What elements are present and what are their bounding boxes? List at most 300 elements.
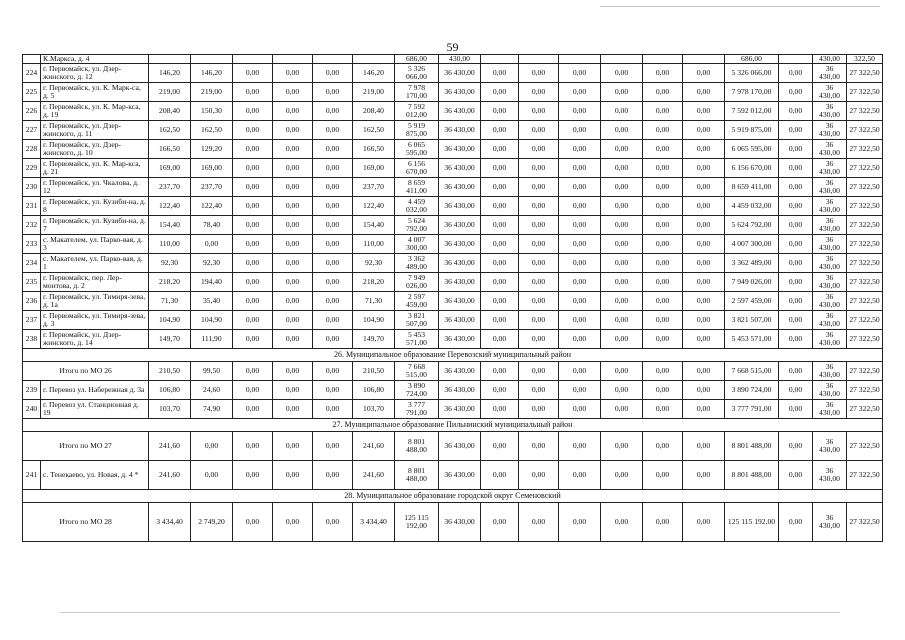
cell-value: 0,00 (643, 362, 683, 381)
cell-value: 36 430,00 (813, 235, 847, 254)
total-label: Итого по МО 28 (23, 503, 149, 542)
cell-value: 36 430,00 (813, 292, 847, 311)
cell-value: 0,00 (481, 140, 519, 159)
cell-value: 0,00 (643, 330, 683, 349)
cell-value: 0,00 (191, 235, 233, 254)
cell-address: г. Первомайск, ул. Дзер-жинского, д. 12 (41, 64, 149, 83)
cell-value: 210,50 (353, 362, 395, 381)
cell-value: 0,00 (643, 292, 683, 311)
cell-value: 0,00 (779, 140, 813, 159)
cell-value: 0,00 (481, 121, 519, 140)
table-row (23, 64, 883, 83)
cell-value: 36 430,00 (439, 102, 481, 121)
cell-value: 0,00 (683, 83, 725, 102)
cell-value: 0,00 (559, 102, 601, 121)
cell-value: 78,40 (191, 216, 233, 235)
cell-value: 0,00 (559, 503, 601, 542)
cell-value: 322,50 (847, 55, 883, 64)
cell-value: 241,60 (353, 461, 395, 490)
cell-value: 7 668 515,00 (395, 362, 439, 381)
cell-value: 0,00 (519, 254, 559, 273)
table-row (23, 102, 883, 121)
cell-value: 27 322,50 (847, 362, 883, 381)
cell-value: 0,00 (683, 235, 725, 254)
cell-value: 0,00 (191, 432, 233, 461)
cell-address: г. Первомайск, ул. Кузиби-на, д. 7 (41, 216, 149, 235)
cell-value: 0,00 (779, 121, 813, 140)
cell-value: 169,00 (353, 159, 395, 178)
cell-value: 3 777 791,00 (725, 400, 779, 419)
cell-empty (601, 55, 643, 64)
cell-value: 0,00 (683, 400, 725, 419)
cell-index: 230 (23, 178, 41, 197)
total-label: Итого по МО 27 (23, 432, 149, 461)
cell-index: 232 (23, 216, 41, 235)
cell-value: 36 430,00 (439, 292, 481, 311)
cell-value: 0,00 (481, 178, 519, 197)
cell-value: 208,40 (149, 102, 191, 121)
cell-value: 104,90 (191, 311, 233, 330)
cell-value: 0,00 (779, 159, 813, 178)
cell-value: 0,00 (481, 64, 519, 83)
cell-value: 154,40 (353, 216, 395, 235)
cell-value: 5 453 571,00 (725, 330, 779, 349)
cell-value: 3 434,40 (353, 503, 395, 542)
cell-value: 0,00 (273, 235, 313, 254)
section-header-row (23, 419, 883, 432)
cell-value: 0,00 (273, 311, 313, 330)
cell-value: 0,00 (481, 159, 519, 178)
table-row (23, 55, 883, 64)
cell-value: 146,20 (149, 64, 191, 83)
cell-value: 4 459 032,00 (395, 197, 439, 216)
cell-value: 0,00 (683, 330, 725, 349)
cell-value: 0,00 (601, 140, 643, 159)
cell-value: 0,00 (601, 273, 643, 292)
cell-value: 36 430,00 (813, 362, 847, 381)
cell-value: 0,00 (601, 400, 643, 419)
cell-value: 36 430,00 (813, 83, 847, 102)
cell-value: 0,00 (313, 197, 353, 216)
cell-value: 0,00 (779, 461, 813, 490)
cell-value: 0,00 (559, 64, 601, 83)
cell-value: 150,30 (191, 102, 233, 121)
cell-index: 238 (23, 330, 41, 349)
cell-value: 0,00 (191, 461, 233, 490)
cell-index: 227 (23, 121, 41, 140)
cell-value: 0,00 (481, 432, 519, 461)
cell-value: 36 430,00 (813, 121, 847, 140)
cell-value: 241,60 (149, 461, 191, 490)
cell-value: 74,90 (191, 400, 233, 419)
cell-value: 0,00 (273, 432, 313, 461)
cell-empty (683, 55, 725, 64)
cell-value: 0,00 (601, 64, 643, 83)
cell-value: 36 430,00 (439, 461, 481, 490)
cell-value: 0,00 (601, 311, 643, 330)
cell-value: 0,00 (519, 330, 559, 349)
cell-address: г. Первомайск, ул. Дзер-жинского, д. 11 (41, 121, 149, 140)
cell-value: 0,00 (233, 311, 273, 330)
cell-value: 0,00 (233, 140, 273, 159)
cell-value: 162,50 (149, 121, 191, 140)
cell-value: 6 065 595,00 (725, 140, 779, 159)
cell-value: 0,00 (273, 64, 313, 83)
cell-address: с. Макателем, ул. Парко-вая, д. 1 (41, 254, 149, 273)
cell-value: 0,00 (643, 197, 683, 216)
cell-empty (191, 55, 233, 64)
cell-value: 0,00 (601, 432, 643, 461)
cell-index: 226 (23, 102, 41, 121)
cell-value: 162,50 (191, 121, 233, 140)
cell-value: 241,60 (353, 432, 395, 461)
cell-value: 27 322,50 (847, 503, 883, 542)
cell-value: 8 801 488,00 (725, 461, 779, 490)
cell-value: 36 430,00 (813, 197, 847, 216)
cell-value: 4 007 300,00 (395, 235, 439, 254)
cell-value: 0,00 (481, 381, 519, 400)
cell-value: 36 430,00 (439, 216, 481, 235)
cell-value: 430,00 (439, 55, 481, 64)
cell-value: 0,00 (779, 503, 813, 542)
cell-value: 0,00 (779, 330, 813, 349)
cell-value: 125 115 192,00 (725, 503, 779, 542)
cell-value: 36 430,00 (439, 159, 481, 178)
cell-value: 0,00 (233, 178, 273, 197)
cell-address: г. Первомайск, ул. К. Марк-са, д. 5 (41, 83, 149, 102)
cell-address: г. Первомайск, ул. Тимиря-зева, д. 3 (41, 311, 149, 330)
cell-value: 0,00 (601, 254, 643, 273)
cell-value: 92,30 (191, 254, 233, 273)
table-row (23, 273, 883, 292)
cell-value: 0,00 (273, 216, 313, 235)
cell-value: 0,00 (313, 330, 353, 349)
cell-value: 0,00 (559, 362, 601, 381)
cell-value: 146,20 (191, 64, 233, 83)
cell-value: 0,00 (559, 121, 601, 140)
cell-value: 27 322,50 (847, 254, 883, 273)
cell-value: 36 430,00 (439, 432, 481, 461)
cell-value: 36 430,00 (439, 197, 481, 216)
cell-value: 27 322,50 (847, 64, 883, 83)
cell-value: 0,00 (643, 102, 683, 121)
cell-value: 0,00 (643, 432, 683, 461)
cell-address: К.Маркса, д. 4 (41, 55, 149, 64)
cell-value: 0,00 (779, 381, 813, 400)
cell-address: г. Перевоз ул. Набережная д. 3а (41, 381, 149, 400)
cell-value: 0,00 (273, 83, 313, 102)
cell-value: 36 430,00 (813, 216, 847, 235)
cell-value: 0,00 (643, 235, 683, 254)
cell-value: 0,00 (519, 461, 559, 490)
cell-value: 0,00 (273, 461, 313, 490)
cell-value: 0,00 (683, 121, 725, 140)
cell-index: 224 (23, 64, 41, 83)
cell-value: 686,00 (725, 55, 779, 64)
cell-value: 0,00 (779, 432, 813, 461)
cell-value: 166,50 (149, 140, 191, 159)
cell-value: 5 919 875,00 (725, 121, 779, 140)
cell-value: 71,30 (149, 292, 191, 311)
cell-empty (149, 55, 191, 64)
cell-value: 92,30 (353, 254, 395, 273)
cell-value: 0,00 (233, 503, 273, 542)
cell-value: 0,00 (559, 432, 601, 461)
cell-value: 27 322,50 (847, 102, 883, 121)
cell-value: 24,60 (191, 381, 233, 400)
cell-value: 218,20 (149, 273, 191, 292)
cell-value: 5 326 066,00 (395, 64, 439, 83)
cell-value: 0,00 (559, 159, 601, 178)
cell-value: 0,00 (273, 159, 313, 178)
cell-value: 0,00 (519, 362, 559, 381)
cell-value: 0,00 (233, 330, 273, 349)
cell-value: 0,00 (683, 311, 725, 330)
cell-value: 0,00 (313, 254, 353, 273)
cell-value: 0,00 (233, 432, 273, 461)
cell-value: 210,50 (149, 362, 191, 381)
cell-value: 0,00 (313, 216, 353, 235)
cell-value: 0,00 (779, 311, 813, 330)
cell-value: 36 430,00 (439, 254, 481, 273)
cell-address: г. Первомайск, пер. Лер-монтова, д. 2 (41, 273, 149, 292)
cell-value: 6 156 670,00 (725, 159, 779, 178)
cell-value: 0,00 (601, 178, 643, 197)
cell-value: 36 430,00 (813, 461, 847, 490)
cell-empty (313, 55, 353, 64)
cell-value: 0,00 (313, 292, 353, 311)
cell-value: 8 801 488,00 (395, 432, 439, 461)
cell-value: 36 430,00 (439, 330, 481, 349)
cell-address: г. Первомайск, ул. Чкалова, д. 12 (41, 178, 149, 197)
cell-value: 7 949 026,00 (395, 273, 439, 292)
cell-value: 36 430,00 (439, 273, 481, 292)
cell-value: 0,00 (643, 381, 683, 400)
cell-value: 0,00 (233, 235, 273, 254)
cell-empty (233, 55, 273, 64)
total-row (23, 503, 883, 542)
table-row (23, 178, 883, 197)
cell-value: 6 065 595,00 (395, 140, 439, 159)
cell-value: 0,00 (643, 178, 683, 197)
cell-value: 0,00 (643, 503, 683, 542)
cell-value: 0,00 (683, 381, 725, 400)
table-row (23, 235, 883, 254)
cell-value: 7 592 012,00 (395, 102, 439, 121)
cell-value: 0,00 (779, 83, 813, 102)
cell-value: 0,00 (559, 83, 601, 102)
cell-value: 27 322,50 (847, 461, 883, 490)
cell-value: 0,00 (643, 83, 683, 102)
cell-value: 0,00 (233, 273, 273, 292)
cell-value: 0,00 (559, 381, 601, 400)
cell-address: г. Первомайск, ул. Дзер-жинского, д. 10 (41, 140, 149, 159)
cell-value: 103,70 (353, 400, 395, 419)
cell-value: 0,00 (481, 235, 519, 254)
cell-value: 0,00 (313, 503, 353, 542)
table-row (23, 461, 883, 490)
cell-empty (779, 55, 813, 64)
cell-value: 0,00 (683, 273, 725, 292)
cell-index: 239 (23, 381, 41, 400)
cell-value: 0,00 (559, 273, 601, 292)
cell-value: 0,00 (273, 121, 313, 140)
cell-value: 8 659 411,00 (725, 178, 779, 197)
cell-value: 0,00 (313, 362, 353, 381)
cell-value: 0,00 (683, 461, 725, 490)
cell-value: 146,20 (353, 64, 395, 83)
cell-value: 104,90 (353, 311, 395, 330)
cell-value: 166,50 (353, 140, 395, 159)
cell-value: 36 430,00 (813, 140, 847, 159)
cell-value: 219,00 (191, 83, 233, 102)
cell-value: 0,00 (601, 235, 643, 254)
cell-value: 2 597 459,00 (725, 292, 779, 311)
cell-value: 0,00 (313, 273, 353, 292)
cell-value: 0,00 (779, 102, 813, 121)
cell-value: 0,00 (519, 273, 559, 292)
cell-value: 162,50 (353, 121, 395, 140)
cell-value: 27 322,50 (847, 121, 883, 140)
cell-value: 27 322,50 (847, 178, 883, 197)
page-number: 59 (446, 40, 459, 54)
cell-value: 0,00 (643, 273, 683, 292)
section-title: 26. Муниципальное образование Перевозский муниципальный район (23, 349, 883, 362)
cell-address: г. Первомайск, ул. К. Мар-кса, д. 21 (41, 159, 149, 178)
cell-value: 0,00 (519, 197, 559, 216)
cell-value: 0,00 (779, 273, 813, 292)
cell-value: 27 322,50 (847, 292, 883, 311)
cell-value: 0,00 (601, 461, 643, 490)
cell-value: 3 777 791,00 (395, 400, 439, 419)
cell-value: 36 430,00 (813, 102, 847, 121)
cell-value: 0,00 (779, 178, 813, 197)
cell-value: 0,00 (313, 178, 353, 197)
cell-value: 36 430,00 (813, 381, 847, 400)
cell-value: 0,00 (779, 64, 813, 83)
cell-value: 0,00 (559, 311, 601, 330)
cell-value: 0,00 (481, 83, 519, 102)
cell-value: 0,00 (779, 400, 813, 419)
cell-value: 169,00 (149, 159, 191, 178)
cell-value: 36 430,00 (439, 83, 481, 102)
cell-value: 36 430,00 (439, 121, 481, 140)
section-header-row (23, 349, 883, 362)
cell-value: 0,00 (559, 254, 601, 273)
cell-value: 0,00 (273, 381, 313, 400)
cell-address: г. Первомайск, ул. К. Мар-кса, д. 19 (41, 102, 149, 121)
cell-value: 0,00 (683, 432, 725, 461)
table-row (23, 159, 883, 178)
cell-value: 36 430,00 (439, 140, 481, 159)
cell-value: 0,00 (559, 330, 601, 349)
cell-value: 0,00 (233, 400, 273, 419)
cell-value: 36 430,00 (813, 432, 847, 461)
cell-value: 0,00 (519, 311, 559, 330)
cell-value: 0,00 (601, 330, 643, 349)
cell-value: 36 430,00 (813, 273, 847, 292)
cell-value: 0,00 (519, 381, 559, 400)
cell-value: 36 430,00 (439, 64, 481, 83)
cell-value: 0,00 (481, 362, 519, 381)
cell-value: 208,40 (353, 102, 395, 121)
cell-value: 237,70 (191, 178, 233, 197)
cell-value: 6 156 670,00 (395, 159, 439, 178)
cell-index: 234 (23, 254, 41, 273)
cell-value: 0,00 (559, 400, 601, 419)
cell-value: 0,00 (683, 64, 725, 83)
cell-value: 0,00 (559, 140, 601, 159)
cell-value: 0,00 (643, 400, 683, 419)
cell-value: 0,00 (559, 216, 601, 235)
cell-value: 125 115 192,00 (395, 503, 439, 542)
cell-value: 0,00 (601, 381, 643, 400)
cell-value: 0,00 (779, 216, 813, 235)
cell-index: 235 (23, 273, 41, 292)
cell-value: 0,00 (683, 254, 725, 273)
cell-value: 103,70 (149, 400, 191, 419)
cell-value: 219,00 (149, 83, 191, 102)
table-row (23, 83, 883, 102)
cell-value: 27 322,50 (847, 83, 883, 102)
cell-value: 0,00 (233, 292, 273, 311)
cell-index: 236 (23, 292, 41, 311)
cell-value: 7 978 170,00 (395, 83, 439, 102)
cell-value: 0,00 (481, 197, 519, 216)
cell-value: 7 949 026,00 (725, 273, 779, 292)
cell-value: 129,20 (191, 140, 233, 159)
cell-value: 0,00 (643, 121, 683, 140)
cell-value: 0,00 (559, 197, 601, 216)
section-header-row (23, 490, 883, 503)
cell-value: 3 362 489,00 (395, 254, 439, 273)
cell-value: 686,00 (395, 55, 439, 64)
cell-value: 0,00 (683, 140, 725, 159)
cell-value: 0,00 (273, 400, 313, 419)
cell-value: 35,40 (191, 292, 233, 311)
cell-value: 218,20 (353, 273, 395, 292)
cell-value: 36 430,00 (439, 178, 481, 197)
cell-value: 0,00 (519, 140, 559, 159)
cell-value: 241,60 (149, 432, 191, 461)
cell-value: 0,00 (481, 273, 519, 292)
cell-value: 0,00 (313, 121, 353, 140)
cell-address: г. Первомайск, ул. Дзер-жинского, д. 14 (41, 330, 149, 349)
cell-value: 0,00 (273, 362, 313, 381)
cell-value: 0,00 (601, 159, 643, 178)
cell-value: 0,00 (601, 292, 643, 311)
cell-value: 36 430,00 (813, 330, 847, 349)
cell-value: 0,00 (601, 362, 643, 381)
cell-value: 0,00 (683, 102, 725, 121)
cell-value: 0,00 (273, 330, 313, 349)
cell-value: 7 668 515,00 (725, 362, 779, 381)
cell-value: 0,00 (683, 197, 725, 216)
cell-value: 0,00 (233, 216, 273, 235)
cell-value: 3 890 724,00 (725, 381, 779, 400)
cell-value: 0,00 (559, 461, 601, 490)
cell-value: 0,00 (779, 362, 813, 381)
cell-value: 0,00 (313, 140, 353, 159)
cell-index: 229 (23, 159, 41, 178)
cell-value: 36 430,00 (813, 64, 847, 83)
cell-value: 36 430,00 (439, 362, 481, 381)
cell-value: 36 430,00 (813, 311, 847, 330)
cell-value: 0,00 (273, 273, 313, 292)
cell-value: 0,00 (233, 83, 273, 102)
cell-value: 0,00 (313, 235, 353, 254)
cell-value: 27 322,50 (847, 273, 883, 292)
